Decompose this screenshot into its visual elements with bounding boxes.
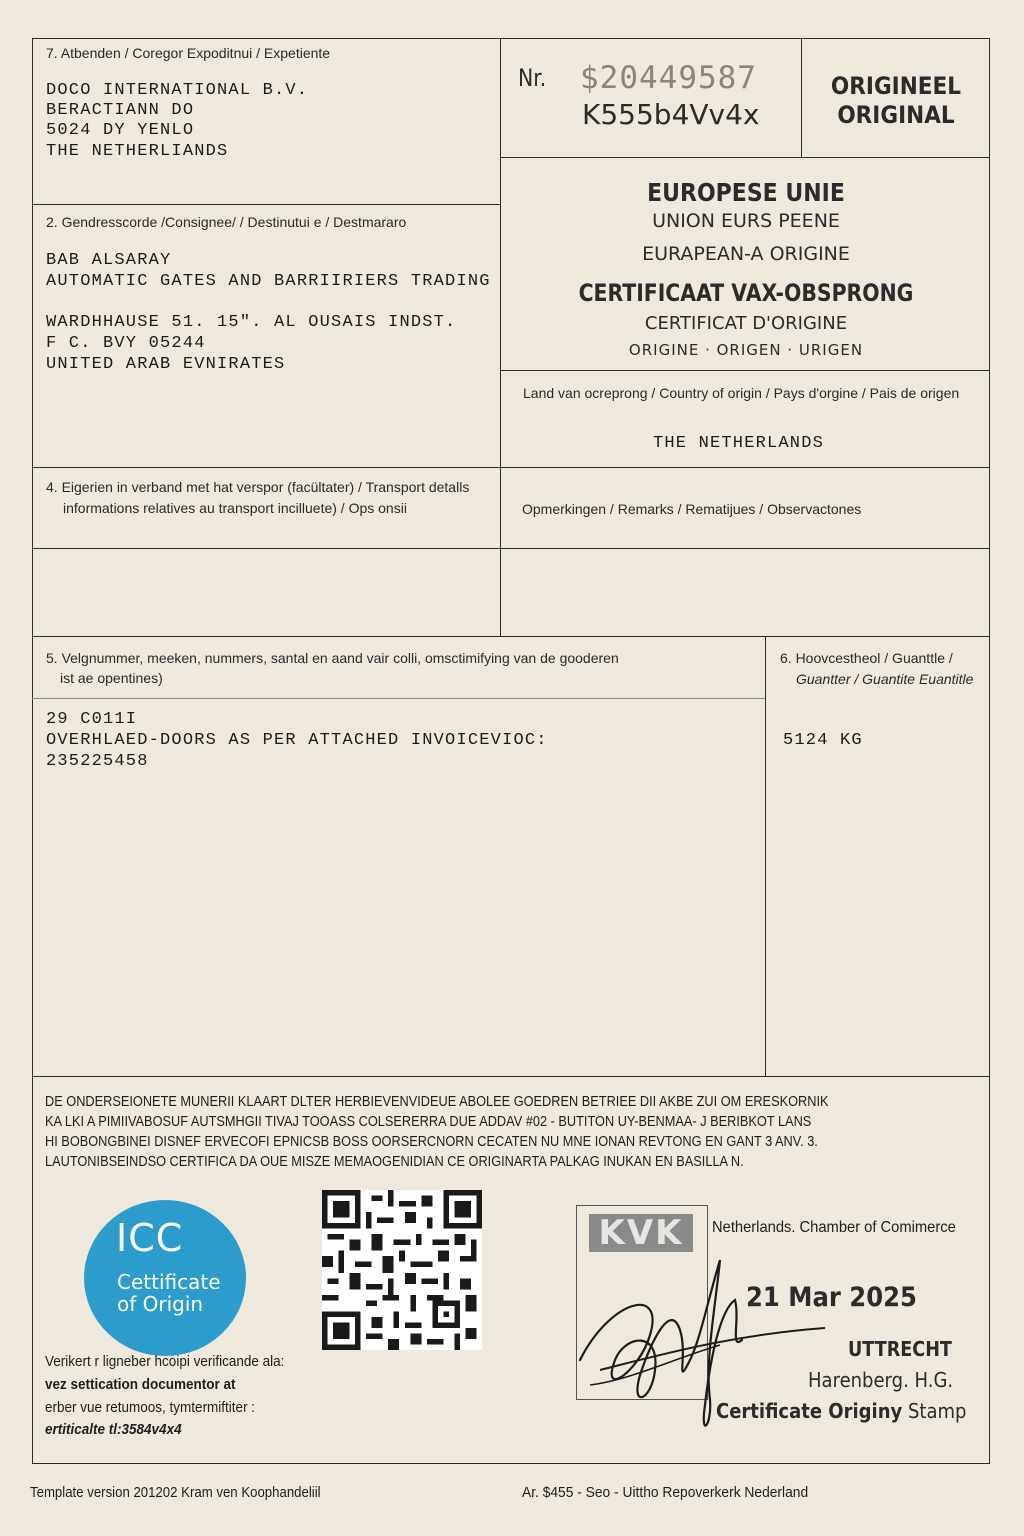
vertical-divider-top	[500, 38, 501, 636]
goods-line: 29 C011I	[46, 710, 138, 729]
exporter-line: DOCO INTERNATIONAL B.V.	[46, 81, 309, 100]
cert-no-number: $20449587	[580, 60, 757, 96]
hline-transport	[32, 548, 990, 549]
exporter-line: 5024 DY YENLO	[46, 121, 195, 140]
icc-logo-sub: of Origin	[117, 1292, 204, 1316]
kvk-logo: KVK	[589, 1214, 693, 1252]
goods-line: OVERHLAED-DOORS AS PER ATTACHED INVOICEVIOC:	[46, 731, 548, 750]
hline-goods-bottom	[32, 1076, 990, 1077]
consignee-line: F C. BVY 05244	[46, 334, 206, 353]
country-label: Land van ocreprong / Country of origin / Pays d'orgine / Pais de origen	[523, 385, 960, 401]
footer-right: Ar. $455 - Seo - Uittho Repoverkerk Nederland	[522, 1484, 809, 1501]
original-line1: ORIGINEEL	[830, 72, 962, 100]
hline-goods-label	[32, 698, 766, 699]
consignee-line: WARDHHAUSE 51. 15". AL OUSAIS INDST.	[46, 313, 457, 332]
goods-label-2: ist ae opentines)	[60, 670, 163, 686]
declaration-line: KA LKI A PIMIIVABOSUF AUTSMHGII TIVAJ TOOASS COLSERERRA DUE ADDAV #02 - BUTITON UY-BENMAA- J BERIBKOT LANS	[45, 1114, 812, 1130]
goods-label: 5. Velgnummer, meeken, nummers, santal en aand vair colli, omsctimifying van de gooderen	[46, 650, 619, 666]
icc-logo-sub: Cettificate	[117, 1270, 221, 1294]
verify-line: ertiticalte tl:3584v4x4	[45, 1421, 182, 1438]
kvk-city: UTTRECHT	[848, 1337, 952, 1361]
hline-goods-top	[32, 636, 990, 637]
declaration-line: LAUTONIBSEINDSO CERTIFICA DA OUE MISZE MEMAOGENIDIAN CE ORIGINARTA PALKAG INUKAN EN BASILLA N.	[45, 1154, 744, 1170]
title-certificate: CERTIFICAAT VAX-OBSPRONG	[578, 279, 914, 307]
goods-line: 235225458	[46, 752, 149, 771]
declaration-line: DE ONDERSEIONETE MUNERII KLAART DLTER HERBIEVENVIDEUE ABOLEE GOEDREN BETRIEE DII AKBE ZUI OM ERESKORNIK	[45, 1094, 829, 1110]
quantity-label: 6. Hoovcestheol / Guanttle /	[780, 650, 953, 666]
hline-consignee	[32, 467, 990, 468]
country-value: THE NETHERLANDS	[652, 434, 825, 453]
consignee-line: BAB ALSARAY	[46, 251, 172, 270]
original-line2: ORIGINAL	[837, 101, 955, 129]
consignee-line: AUTOMATIC GATES AND BARRIIRIERS TRADING	[46, 272, 491, 291]
qr-code	[322, 1190, 482, 1350]
quantity-label-2: Guantter / Guantite Euantitle	[796, 671, 974, 687]
kvk-chamber: Netherlands. Chamber of Comimerce	[712, 1219, 956, 1236]
exporter-label: 7. Atbenden / Coregor Expoditnui / Expetiente	[46, 45, 331, 61]
icc-logo	[84, 1200, 246, 1356]
cert-no-prefix: Nr.	[518, 64, 547, 92]
title-union: UNION EURS PEENE	[652, 210, 840, 232]
hline-exporter	[32, 204, 501, 205]
icc-logo-text: ICC	[116, 1216, 184, 1260]
title-certificat: CERTIFICAT D'ORIGINE	[644, 313, 848, 334]
declaration-line: HI BOBONGBINEI DISNEF ERVECOFI EPNICSB BOSS OORSERCNORN CECATEN NU MNE IONAN REVTONG EN GANT 3 ANV. 3.	[45, 1134, 818, 1150]
signature	[570, 1240, 830, 1450]
transport-label: 4. Eigerien in verband met hat verspor (facültater) / Transport detalls	[46, 479, 470, 495]
cert-no-code: K555b4Vv4x	[582, 98, 760, 131]
verify-line: Verikert r ligneber hcoipi verificande ala:	[45, 1353, 285, 1370]
remarks-label: Opmerkingen / Remarks / Rematijues / Observactones	[522, 501, 862, 517]
hline-title	[500, 370, 990, 371]
hline-nr	[500, 157, 990, 158]
verify-line: vez settication documentor at	[45, 1376, 236, 1393]
title-european: EURAPEAN-A ORIGINE	[642, 243, 850, 265]
kvk-date: 21 Mar 2025	[746, 1282, 917, 1313]
vertical-divider-goods	[765, 636, 766, 1077]
consignee-line: UNITED ARAB EVNIRATES	[46, 355, 286, 374]
title-origine: ORIGINE · ORIGEN · URIGEN	[628, 341, 864, 359]
footer-left: Template version 201202 Kram ven Koophandeliil	[30, 1484, 321, 1501]
verify-line: erber vue retumoos, tymtermiftiter :	[45, 1399, 256, 1416]
kvk-stamp-tail: Stamp	[907, 1399, 967, 1423]
consignee-label: 2. Gendresscorde /Consignee/ / Destinutui e / Destmararo	[46, 214, 407, 230]
quantity-value: 5124 KG	[783, 731, 863, 750]
title-eu: EUROPESE UNIE	[647, 178, 845, 207]
kvk-stamp-bold: Certificate Originy	[716, 1399, 903, 1423]
exporter-line: BERACTIANN DO	[46, 101, 195, 120]
transport-label-2: informations relatives au transport incilluete) / Ops onsii	[63, 500, 407, 516]
exporter-line: THE NETHERLIANDS	[46, 142, 229, 161]
kvk-signer: Harenberg. H.G.	[808, 1368, 954, 1392]
original-divider	[801, 38, 802, 158]
